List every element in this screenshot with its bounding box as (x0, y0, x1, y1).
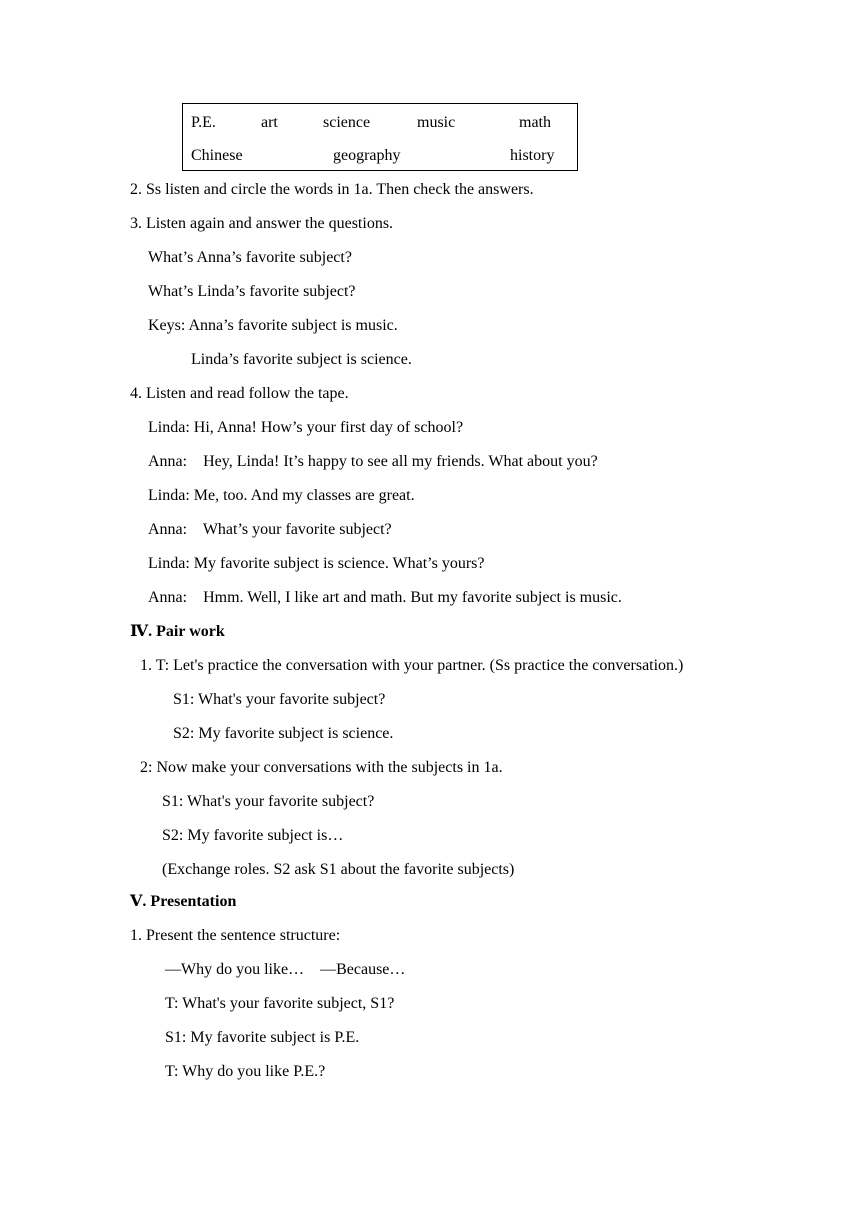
dialogue-line: Linda: My favorite subject is science. What’s yours? (148, 555, 485, 572)
step-4-read-tape: 4. Listen and read follow the tape. (130, 385, 349, 402)
word-history: history (510, 147, 555, 164)
step-3-listen-again: 3. Listen again and answer the questions. (130, 215, 394, 232)
word-geography: geography (333, 147, 401, 164)
dialogue-line: Anna: What’s your favorite subject? (148, 521, 392, 538)
presentation-line: S1: My favorite subject is P.E. (165, 1029, 360, 1046)
word-music: music (417, 114, 456, 131)
question-anna: What’s Anna’s favorite subject? (148, 249, 352, 266)
pair-work-line: (Exchange roles. S2 ask S1 about the favorite subjects) (162, 861, 515, 878)
question-linda: What’s Linda’s favorite subject? (148, 283, 356, 300)
word-art: art (261, 114, 278, 131)
section-heading-presentation (130, 892, 236, 912)
pair-work-line: S2: My favorite subject is… (162, 827, 344, 844)
dialogue-line: Anna: Hmm. Well, I like art and math. But my favorite subject is music. (148, 589, 622, 606)
section-number: Ⅴ. (130, 893, 147, 910)
dialogue-line: Linda: Hi, Anna! How’s your first day of school? (148, 419, 464, 436)
presentation-line: T: What's your favorite subject, S1? (165, 995, 395, 1012)
subject-word-box (182, 103, 578, 171)
word-chinese: Chinese (191, 147, 243, 164)
section-heading-pair-work (130, 622, 225, 642)
word-pe: P.E. (191, 114, 216, 131)
pair-work-step-2: 2: Now make your conversations with the subjects in 1a. (140, 759, 503, 776)
word-math: math (519, 114, 551, 131)
dialogue-line: Anna: Hey, Linda! It’s happy to see all my friends. What about you? (148, 453, 598, 470)
pair-work-line: S1: What's your favorite subject? (173, 691, 386, 708)
section-title: Pair work (156, 623, 225, 640)
answer-key-linda: Linda’s favorite subject is science. (191, 351, 412, 368)
section-title: Presentation (150, 893, 237, 910)
presentation-line: T: Why do you like P.E.? (165, 1063, 326, 1080)
answer-key-anna: Keys: Anna’s favorite subject is music. (148, 317, 398, 334)
dialogue-line: Linda: Me, too. And my classes are great. (148, 487, 415, 504)
sentence-structure: —Why do you like… —Because… (165, 961, 406, 978)
pair-work-line: S1: What's your favorite subject? (162, 793, 375, 810)
section-number: Ⅳ. (130, 623, 153, 640)
step-2-listen-circle: 2. Ss listen and circle the words in 1a. Then check the answers. (130, 181, 534, 198)
word-science: science (323, 114, 371, 131)
presentation-step-1: 1. Present the sentence structure: (130, 927, 341, 944)
pair-work-step-1: 1. T: Let's practice the conversation with your partner. (Ss practice the conversation.) (140, 657, 684, 674)
pair-work-line: S2: My favorite subject is science. (173, 725, 394, 742)
